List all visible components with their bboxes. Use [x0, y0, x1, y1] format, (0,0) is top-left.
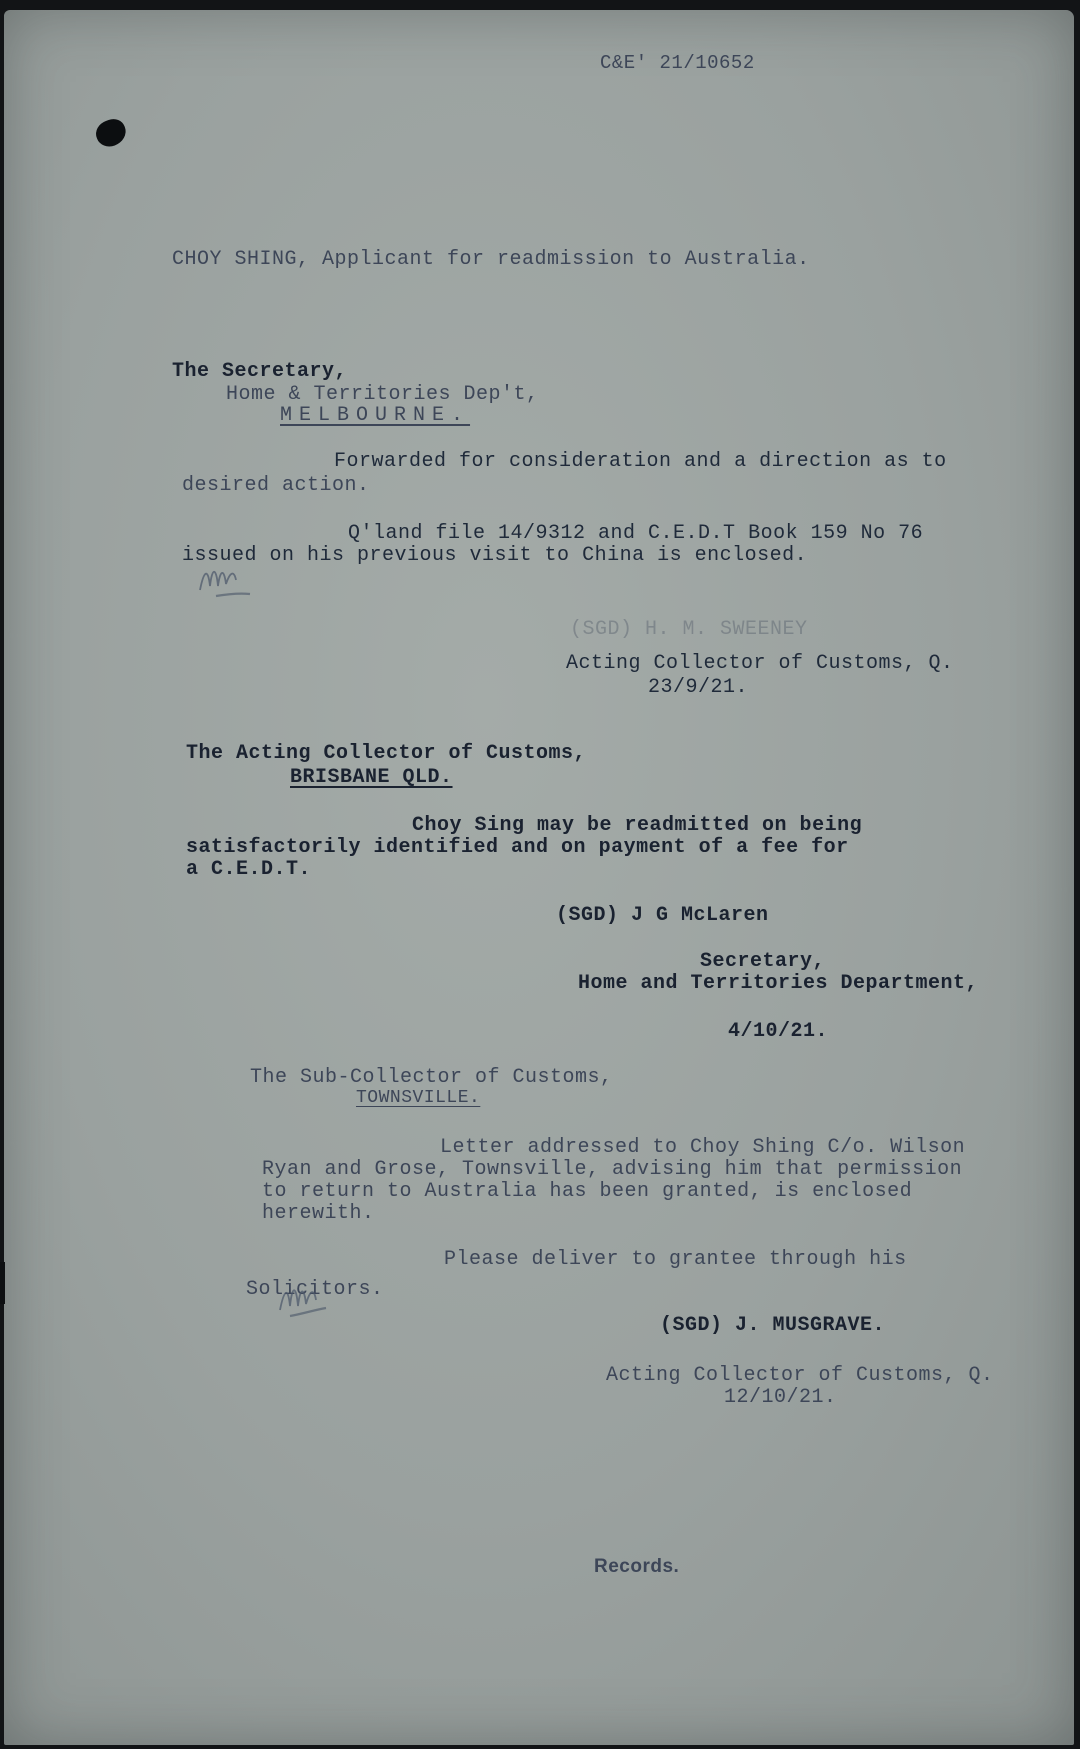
records-note: Records.	[594, 1556, 680, 1577]
memo2-signature: (SGD) J G McLaren	[556, 904, 769, 927]
memo1-signature-stamp: (SGD) H. M. SWEENEY	[570, 618, 808, 641]
memo3-body2-line2: Solicitors.	[246, 1278, 384, 1301]
memo3-body2-line1: Please deliver to grantee through his	[444, 1248, 907, 1271]
memo1-para2-line1: Q'land file 14/9312 and C.E.D.T Book 159 No 76	[348, 522, 924, 545]
memo3-addressee-city: TOWNSVILLE.	[356, 1088, 481, 1108]
edge-shadow	[0, 1262, 5, 1304]
memo1-signatory-title: Acting Collector of Customs, Q.	[566, 652, 954, 675]
initials-mark-2	[276, 1278, 346, 1318]
memo2-body-line2: satisfactorily identified and on payment of a fee for	[186, 836, 849, 859]
subject-line: CHOY SHING, Applicant for readmission to Australia.	[172, 248, 810, 271]
memo2-signatory-title2: Home and Territories Department,	[578, 972, 979, 995]
memo3-body-line2: Ryan and Grose, Townsville, advising him that permission	[262, 1158, 963, 1181]
memo1-addressee-line1: The Secretary,	[172, 360, 348, 383]
memo1-para1-line1: Forwarded for consideration and a direction as to	[334, 450, 947, 473]
memo3-signature: (SGD) J. MUSGRAVE.	[660, 1314, 886, 1337]
memo3-body-line4: herewith.	[262, 1202, 375, 1225]
memo1-addressee-city: MELBOURNE.	[280, 404, 471, 427]
file-reference: C&E' 21/10652	[600, 52, 755, 74]
memo3-body-line3: to return to Australia has been granted, is enclosed	[262, 1180, 913, 1203]
memo3-body-line1: Letter addressed to Choy Shing C/o. Wilson	[440, 1136, 966, 1159]
memo3-date: 12/10/21.	[724, 1386, 837, 1409]
memo1-date: 23/9/21.	[648, 676, 749, 699]
initials-mark-1	[196, 560, 266, 600]
memo2-signatory-title1: Secretary,	[700, 950, 826, 973]
memo2-date: 4/10/21.	[728, 1020, 829, 1043]
memo2-body-line3: a C.E.D.T.	[186, 858, 312, 881]
memo1-para1-line2: desired action.	[182, 474, 370, 497]
memo3-addressee-line1: The Sub-Collector of Customs,	[250, 1066, 613, 1089]
memo2-addressee-line1: The Acting Collector of Customs,	[186, 742, 587, 765]
memo2-addressee-city: BRISBANE QLD.	[290, 766, 453, 789]
memo2-body-line1: Choy Sing may be readmitted on being	[412, 814, 863, 837]
memo3-signatory-title: Acting Collector of Customs, Q.	[606, 1364, 994, 1387]
memo1-addressee-line2: Home & Territories Dep't,	[226, 383, 539, 406]
memo1-para2-line2: issued on his previous visit to China is enclosed.	[182, 544, 808, 567]
